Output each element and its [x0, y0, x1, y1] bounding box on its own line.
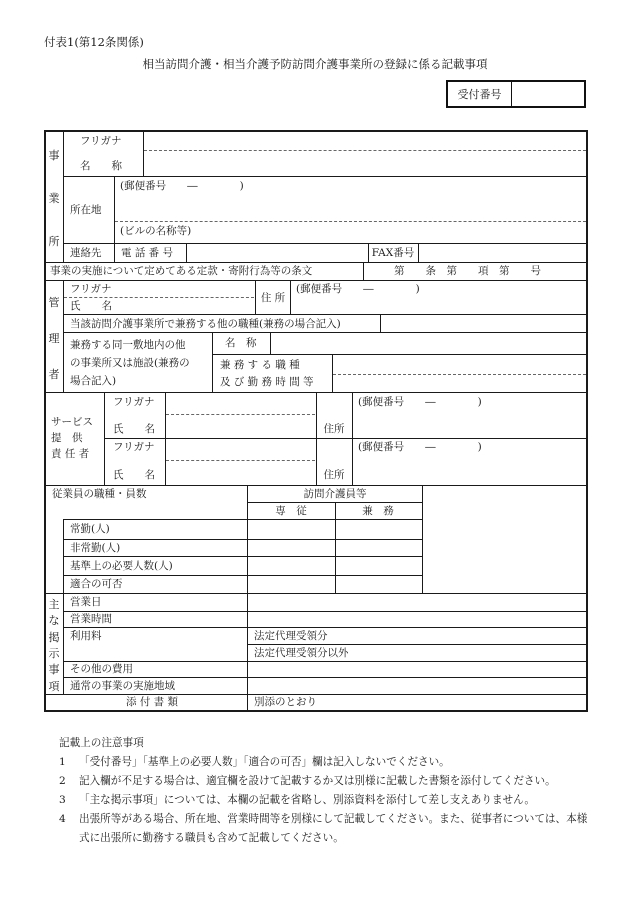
office-address-label: 所在地	[70, 203, 102, 216]
note-item: 2 記入欄が不足する場合は、適宜欄を設けて記載するか又は別様に記載した書類を添付してください。	[59, 775, 556, 787]
office-postal-label: (郵便番号 ― )	[120, 179, 244, 192]
note-item: 3 「主な掲示事項」については、本欄の記載を省略し、別添資料を添付して差し支えありません。	[59, 794, 535, 806]
staff-row-compliance: 適合の可否	[70, 577, 123, 590]
office-contact-label: 連絡先	[70, 246, 102, 259]
office-building-label: (ビルの名称等)	[120, 224, 192, 237]
service-manager-2-furigana-label: フリガナ	[113, 440, 155, 453]
attachments-value: 別添のとおり	[254, 695, 317, 708]
manager-name-label: 氏 名	[70, 299, 112, 312]
reception-number-label: 受付番号	[448, 82, 512, 106]
posted-business-hours: 営業時間	[70, 612, 112, 625]
note-item: 1 「受付番号」「基準上の必要人数」「適合の可否」欄は記入しないでください。	[59, 756, 450, 768]
notes-section	[59, 734, 589, 848]
articles-label: 事業の実施について定めてある定款・寄附行為等の条文	[50, 264, 313, 277]
office-furigana-label: フリガナ	[80, 134, 122, 147]
office-section-label: 事 業 所	[48, 149, 60, 248]
service-manager-2-address-label: 住所	[323, 468, 345, 481]
articles-value: 第 条 第 項 第 号	[394, 264, 541, 277]
staff-column-group: 訪問介護員等	[303, 487, 367, 500]
manager-address-label: 住 所	[260, 291, 286, 304]
manager-facility-name-label: 名 称	[225, 336, 257, 349]
posted-service-area: 通常の事業の実施地域	[70, 679, 175, 692]
service-manager-2-postal-label: (郵便番号 ― )	[358, 440, 482, 453]
office-fax-label: FAX番号	[371, 246, 415, 259]
manager-furigana-label: フリガナ	[70, 282, 112, 295]
posted-fee: 利用料	[70, 629, 102, 642]
service-manager-1-name-label: 氏 名	[113, 422, 155, 435]
service-manager-label-3: 責 任 者	[51, 447, 90, 460]
service-manager-1-furigana-label: フリガナ	[113, 395, 155, 408]
staff-row-required: 基準上の必要人数(人)	[70, 559, 173, 572]
manager-other-facility-label-1: 兼務する同一敷地内の他	[70, 338, 186, 351]
manager-postal-label: (郵便番号 ― )	[296, 282, 420, 295]
service-manager-label-2: 提 供	[51, 431, 83, 444]
posted-fee-non-proxy: 法定代理受領分以外	[254, 646, 349, 659]
form-number: 付表1(第12条関係)	[44, 35, 144, 49]
note-item: 4 出張所等がある場合、所在地、営業時間等を別様にして記載してください。また、従事者については、本様式に出張所に勤務する職員も含めて記載してください。	[59, 813, 588, 844]
office-name-label: 名 称	[80, 159, 122, 172]
attachments-label: 添 付 書 類	[125, 695, 179, 708]
manager-concurrent-label-2: 及 び 勤 務 時 間 等	[220, 375, 314, 388]
staff-label: 従業員の職種・員数	[52, 487, 147, 500]
posted-fee-proxy: 法定代理受領分	[254, 629, 328, 642]
service-manager-1-address-label: 住所	[323, 422, 345, 435]
service-manager-2-name-label: 氏 名	[113, 468, 155, 481]
staff-column-concurrent: 兼 務	[362, 504, 394, 517]
service-manager-label-1: サービス	[51, 415, 93, 428]
service-manager-1-postal-label: (郵便番号 ― )	[358, 395, 482, 408]
staff-row-regular: 常勤(人)	[70, 522, 110, 535]
manager-section-label: 管 理 者	[48, 296, 60, 381]
posted-business-days: 営業日	[70, 595, 102, 608]
staff-row-part-time: 非常勤(人)	[70, 541, 121, 554]
manager-other-job-label: 当該訪問介護事業所で兼務する他の職種(兼務の場合記入)	[70, 317, 341, 330]
manager-other-facility-label-3: 場合記入)	[70, 374, 117, 387]
posted-other-costs: その他の費用	[70, 662, 133, 675]
form-title: 相当訪問介護・相当介護予防訪問介護事業所の登録に係る記載事項	[142, 57, 488, 71]
posted-section-label: 主 な 掲 示 事 項	[48, 598, 60, 693]
staff-column-full-time: 専 従	[275, 504, 307, 517]
office-phone-label: 電 話 番 号	[121, 246, 174, 259]
notes-heading: 記載上の注意事項	[59, 737, 144, 749]
manager-other-facility-label-2: の事業所又は施設(兼務の	[70, 356, 190, 369]
manager-concurrent-label-1: 兼 務 す る 職 種	[220, 358, 300, 371]
